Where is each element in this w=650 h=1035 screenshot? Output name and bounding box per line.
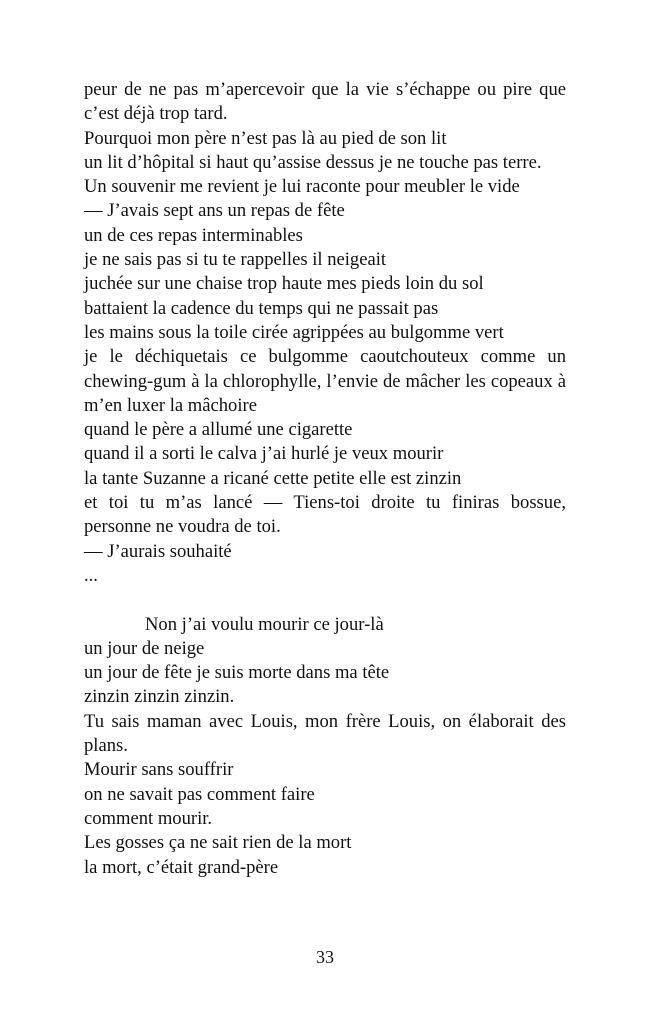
page-body — [84, 78, 566, 880]
text-line: un de ces repas interminables — [84, 224, 303, 246]
text-line: juchée sur une chaise trop haute mes pieds loin du sol — [84, 273, 484, 295]
text-line: la tante Suzanne a ricané cette petite elle est zinzin — [84, 467, 462, 489]
text-line: quand le père a allumé une cigarette — [84, 419, 353, 441]
text-line: je ne sais pas si tu te rappelles il neigeait — [84, 249, 387, 271]
text-line: les mains sous la toile cirée agrippées au bulgomme vert — [84, 321, 504, 343]
text-line: Tu sais maman avec Louis, mon frère Louis, on élaborait des plans. — [84, 710, 566, 757]
stanza-gap — [84, 588, 566, 612]
text-line: quand il a sorti le calva j’ai hurlé je veux mourir — [84, 443, 444, 465]
text-line: zinzin zinzin zinzin. — [84, 686, 235, 708]
stanza-1 — [84, 78, 566, 588]
text-line: Mourir sans souffrir — [84, 759, 234, 781]
text-line: Un souvenir me revient je lui raconte pour meubler le vide — [84, 176, 520, 198]
text-line: — J’aurais souhaité — [84, 540, 232, 562]
text-line: Pourquoi mon père n’est pas là au pied de son lit — [84, 127, 447, 149]
text-line: — J’avais sept ans un repas de fête — [84, 200, 345, 222]
text-line: je le déchiquetais ce bulgomme caoutchouteux comme un chewing-gum à la chlorophylle, l’envie de mâcher les copeaux à m’en luxer la mâchoire — [84, 346, 566, 416]
text-line: peur de ne pas m’apercevoir que la vie s’échappe ou pire que c’est déjà trop tard. — [84, 79, 566, 125]
page-number: 33 — [316, 947, 334, 967]
text-line: comment mourir. — [84, 807, 213, 829]
text-line: battaient la cadence du temps qui ne passait pas — [84, 297, 439, 319]
text-line: la mort, c’était grand-père — [84, 856, 279, 878]
stanza-2 — [84, 613, 566, 880]
text-line: un jour de neige — [84, 637, 205, 659]
text-line: un jour de fête je suis morte dans ma tête — [84, 662, 390, 684]
text-line: un lit d’hôpital si haut qu’assise dessus je ne touche pas terre. — [84, 151, 542, 173]
text-line: et toi tu m’as lancé — Tiens-toi droite tu finiras bossue, personne ne voudra de toi. — [84, 492, 566, 538]
text-line: on ne savait pas comment faire — [84, 783, 315, 805]
text-line: ... — [84, 564, 98, 586]
text-line: Non j’ai voulu mourir ce jour-là — [145, 613, 384, 635]
text-line: Les gosses ça ne sait rien de la mort — [84, 832, 352, 854]
